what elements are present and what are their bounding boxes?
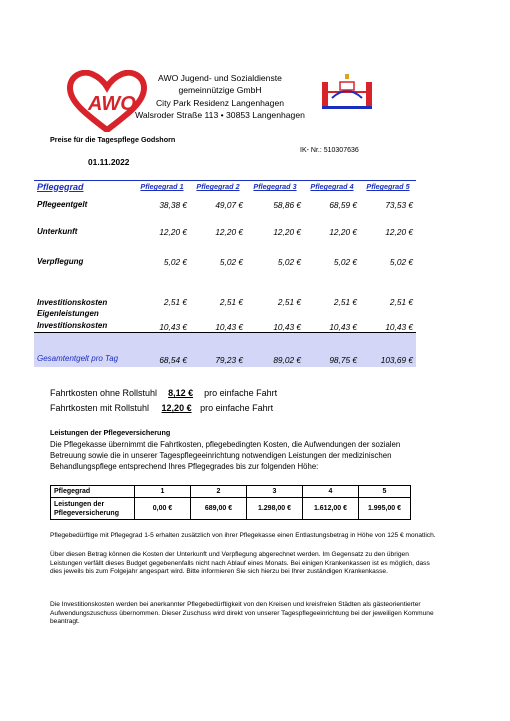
total-cell: 89,02 € [246, 333, 304, 367]
grade-header: 5 [359, 486, 411, 498]
price-cell: 2,51 € [389, 296, 413, 307]
leistungen-cell: 0,00 € [135, 498, 191, 520]
leistungen-paragraph: Die Pflegekasse übernimmt die Fahrtkosten, pflegebedingten Kosten, die Aufwendungen der sozialen Betreuung sowie die in unserer Tagespflegeeinrichtung notwendigen Leistungen der medizinischen Behandlungspflege entsprechend Ihres Pflegegrades bis zur folgenden Höhe: [50, 440, 401, 472]
price-cell: 2,51 € [163, 296, 187, 307]
total-cell: 79,23 € [190, 333, 246, 367]
leistungen-header-label: Pflegegrad [51, 486, 135, 498]
price-header-label: Pflegegrad [34, 181, 134, 193]
ik-number: IK- Nr.: 510307636 [300, 147, 359, 154]
price-cell: 12,20 € [159, 226, 187, 237]
row-label [34, 307, 134, 333]
price-cell: 12,20 € [273, 226, 301, 237]
leistungen-heading: Leistungen der Pflegeversicherung [50, 428, 171, 437]
row-label: Verpflegung [37, 257, 84, 266]
fahrt-mit-label: Fahrtkosten mit Rollstuhl [50, 403, 150, 413]
leistungen-cell: 1.612,00 € [303, 498, 359, 520]
fahrtkosten-mit [50, 403, 273, 413]
price-cell: 10,43 € [246, 307, 304, 333]
table-row [34, 277, 416, 307]
price-cell: 5,02 € [389, 256, 413, 267]
price-cell: 10,43 € [304, 307, 360, 333]
total-row [34, 333, 416, 367]
total-cell: 103,69 € [360, 333, 416, 367]
price-cell: 2,51 € [333, 296, 357, 307]
grade-column-header: Pflegegrad 3 [246, 181, 304, 193]
total-cell: 98,75 € [304, 333, 360, 367]
org-line: gemeinnützige GmbH [178, 85, 262, 96]
fahrt-ohne-suffix: pro einfache Fahrt [204, 388, 278, 398]
grade-column-header: Pflegegrad 2 [190, 181, 246, 193]
price-cell: 12,20 € [215, 226, 243, 237]
leistungen-cell: 689,00 € [191, 498, 247, 520]
note-investitionskosten: Die Investitionskosten werden bei anerkannter Pflegebedürftigkeit von den Kreisen und kreisfreien Städten als gästeorientierter Aufwendungszuschuss übernommen. Dieser Zuschuss wird direkt von unserer Tagespflegeeinrichtung bei der jeweiligen Kommune beantragt. [50, 601, 434, 626]
note-entlastungsbetrag: Pflegebedürftige mit Pflegegrad 1-5 erhalten zusätzlich von ihrer Pflegekasse einen Entlastungsbetrag in Höhe von 125 € monatlich. [50, 532, 436, 539]
grade-column-header: Pflegegrad 5 [360, 181, 416, 193]
table-row [34, 193, 416, 217]
price-cell: 38,38 € [159, 199, 187, 210]
grade-header: 3 [247, 486, 303, 498]
org-line: Walsroder Straße 113 • 30853 Langenhagen [135, 110, 305, 121]
fahrt-ohne-value: 8,12 € [168, 388, 194, 398]
leistungen-table [50, 485, 411, 520]
logo-text: AWO [88, 93, 136, 115]
city-crest-icon [318, 72, 376, 112]
price-table [34, 180, 416, 367]
total-label: Gesamtentgelt pro Tag [34, 333, 134, 367]
org-line: AWO Jugend- und Sozialdienste [158, 73, 282, 83]
price-cell: 5,02 € [333, 256, 357, 267]
table-row [34, 307, 416, 333]
document-date: 01.11.2022 [88, 157, 130, 167]
price-cell: 5,02 € [277, 256, 301, 267]
total-cell: 68,54 € [134, 333, 190, 367]
price-cell: 2,51 € [277, 296, 301, 307]
fahrt-mit-suffix: pro einfache Fahrt [200, 403, 274, 413]
price-cell: 5,02 € [163, 256, 187, 267]
price-cell: 10,43 € [360, 307, 416, 333]
leistungen-cell: 1.995,00 € [359, 498, 411, 520]
fahrtkosten-ohne [50, 388, 277, 398]
price-cell: 49,07 € [215, 199, 243, 210]
price-cell: 58,86 € [273, 199, 301, 210]
table-row [34, 217, 416, 247]
note-budget: Über diesen Betrag können die Kosten der Unterkunft und Verpflegung abgerechnet werden. Im Gegensatz zu den übrigen Leistungen verfällt dieses Budget gegebenenfalls nicht nach Ablauf eines Monats. Bei einigen Krankenkassen ist es möglich, dass dies jeweils bis zum Folgejahr angespart wird. Bitte informieren Sie sich hierzu bei Ihrer zuständigen Krankenkasse. [50, 551, 430, 576]
leistungen-row-label: Leistungen der Pflegeversicherung [51, 498, 135, 520]
page-title: Preise für die Tagespflege Godshorn [50, 135, 176, 144]
price-cell: 10,43 € [190, 307, 246, 333]
leistungen-cell: 1.298,00 € [247, 498, 303, 520]
row-label: Pflegeentgelt [37, 200, 88, 209]
row-label: Investitionskosten [37, 297, 108, 307]
table-row [34, 247, 416, 277]
row-label-top: Eigenleistungen [37, 309, 99, 318]
fahrt-mit-value: 12,20 € [161, 403, 192, 413]
awo-logo [66, 70, 148, 132]
grade-header: 1 [135, 486, 191, 498]
grade-column-header: Pflegegrad 4 [304, 181, 360, 193]
price-cell: 10,43 € [134, 307, 190, 333]
row-label: Unterkunft [37, 227, 78, 236]
price-cell: 12,20 € [329, 226, 357, 237]
grade-column-header: Pflegegrad 1 [134, 181, 190, 193]
price-cell: 12,20 € [385, 226, 413, 237]
organisation-address [135, 72, 305, 122]
price-cell: 5,02 € [219, 256, 243, 267]
fahrt-ohne-label: Fahrtkosten ohne Rollstuhl [50, 388, 158, 398]
price-cell: 2,51 € [219, 296, 243, 307]
price-cell: 73,53 € [385, 199, 413, 210]
price-cell: 68,59 € [329, 199, 357, 210]
grade-header: 2 [191, 486, 247, 498]
row-label-bottom: Investitionskosten [37, 321, 108, 330]
org-line: City Park Residenz Langenhagen [155, 97, 285, 108]
grade-header: 4 [303, 486, 359, 498]
